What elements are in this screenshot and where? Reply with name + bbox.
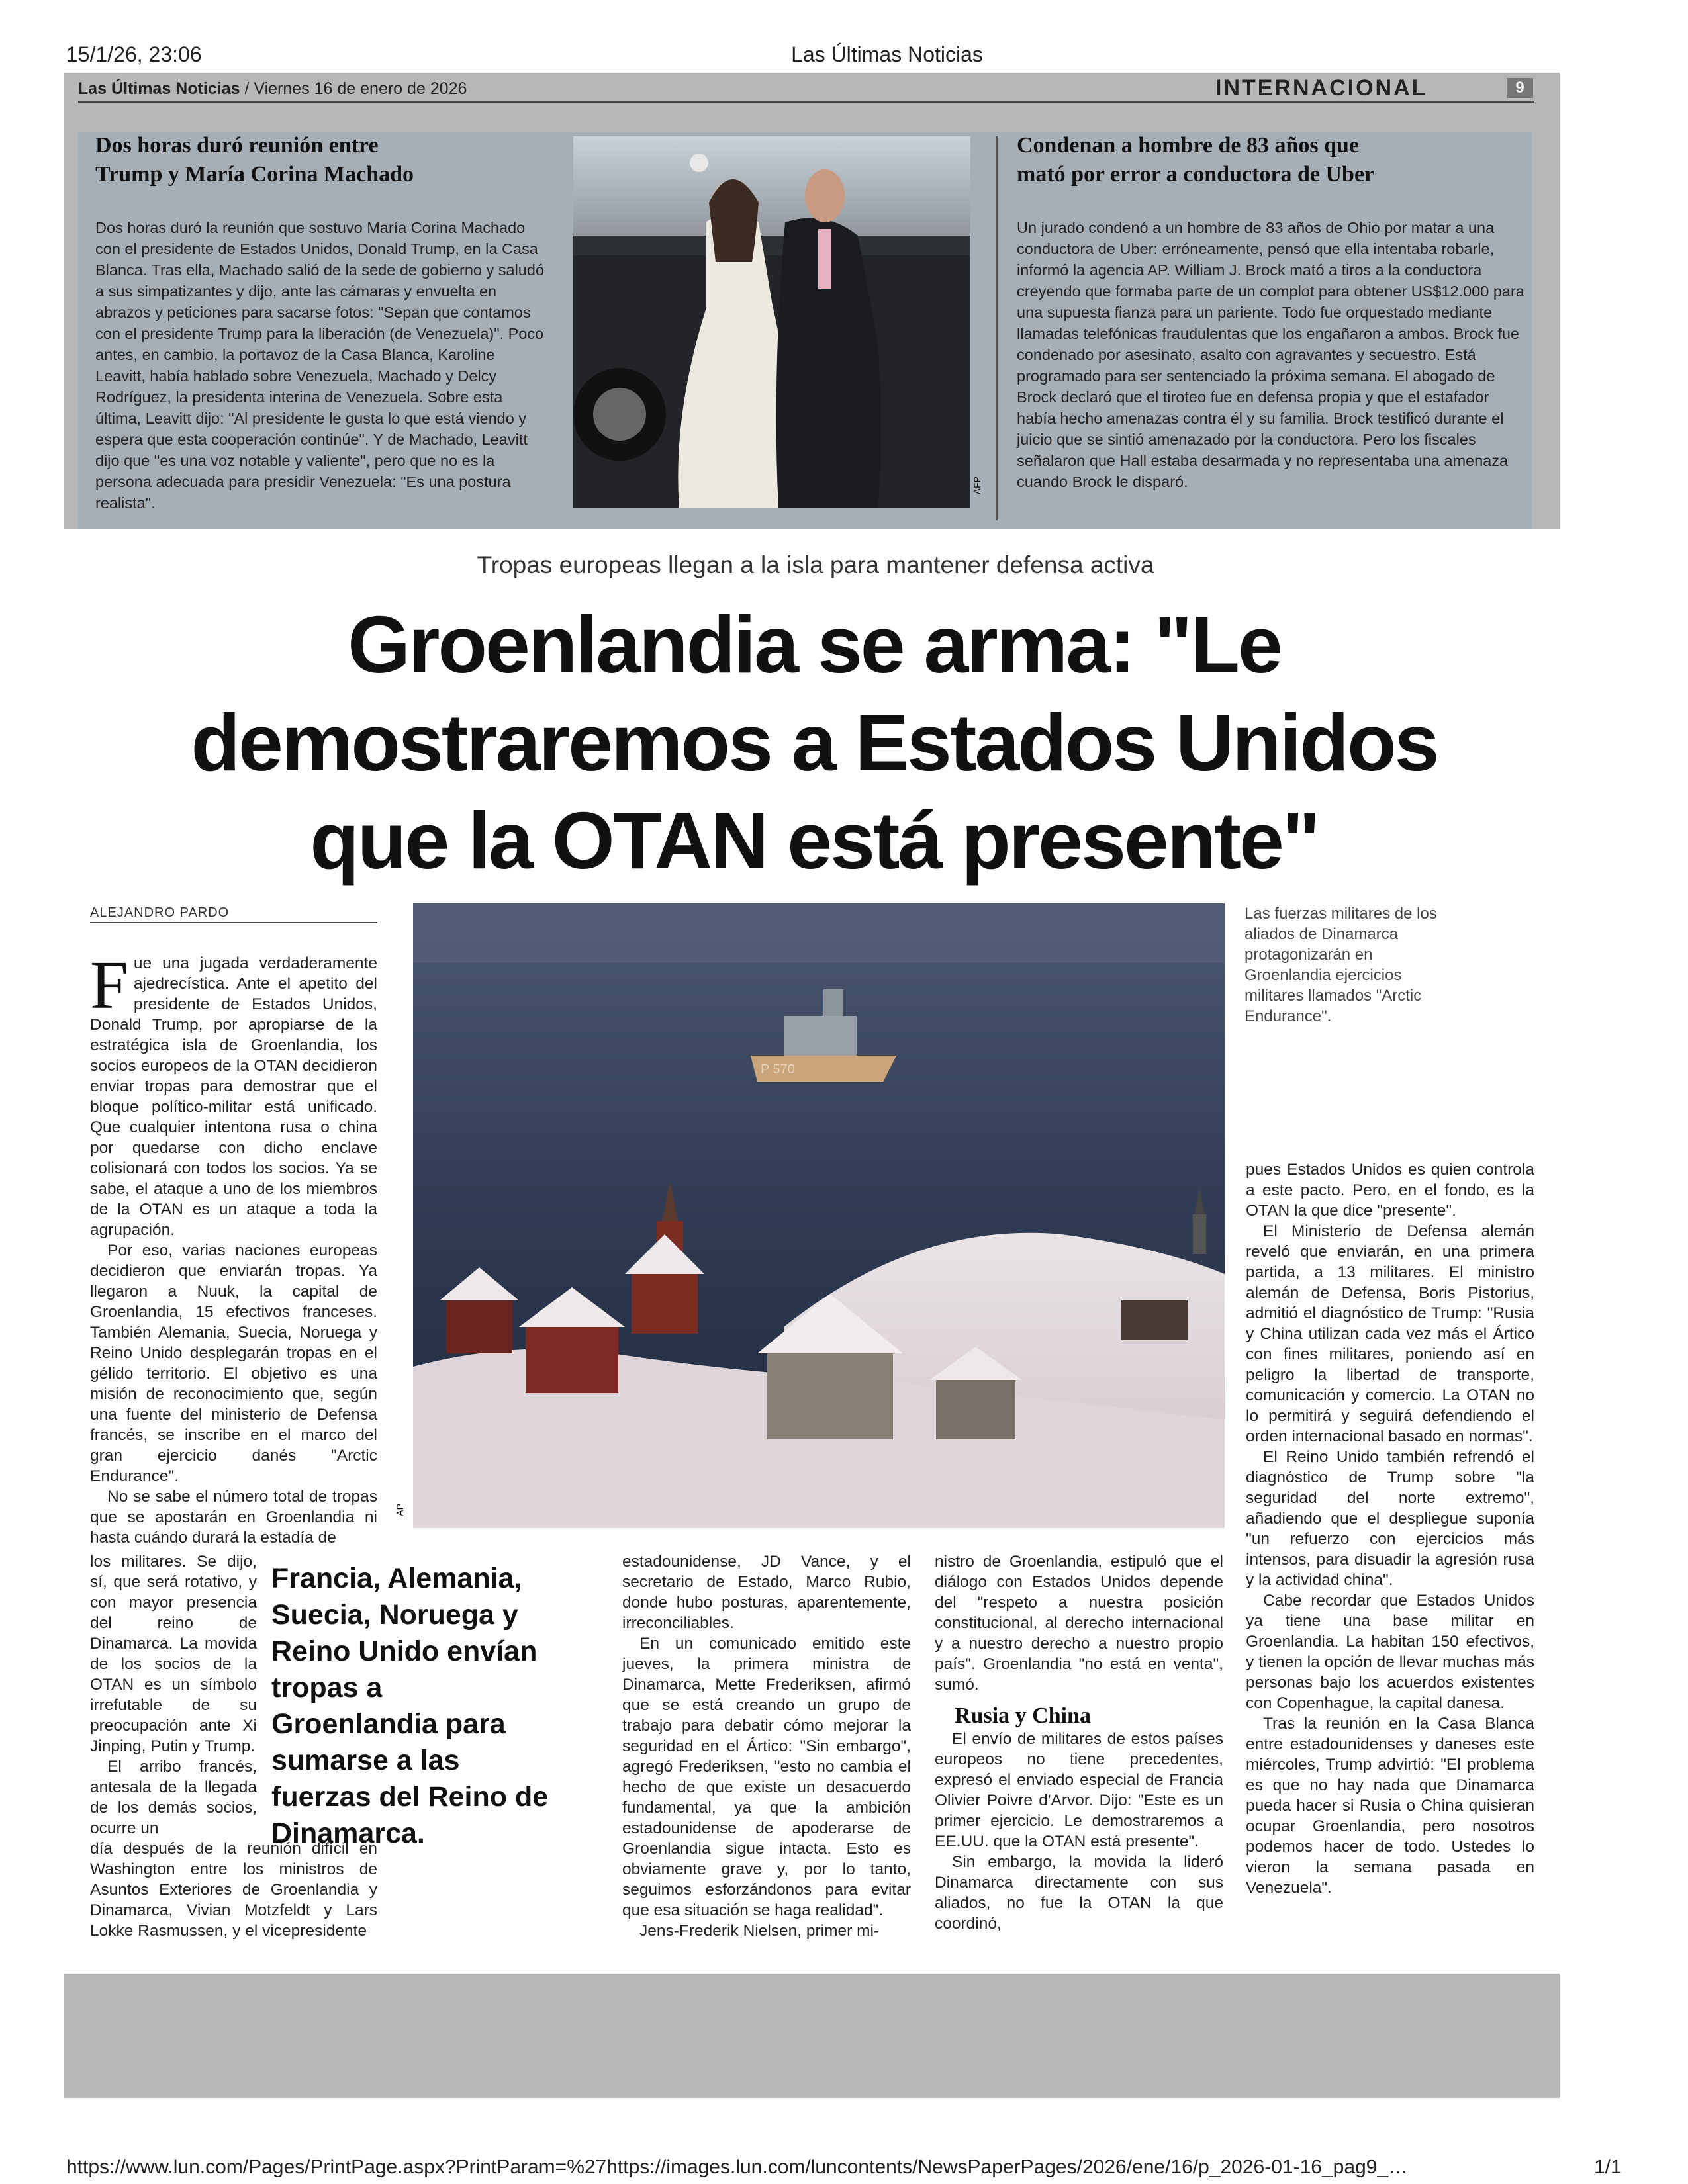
print-page-title: Las Últimas Noticias: [791, 42, 983, 66]
brief-left-headline: [95, 131, 559, 189]
article-kicker: Tropas europeas llegan a la isla para mantener defensa activa: [477, 551, 1154, 578]
masthead-date: / Viernes 16 de enero de 2026: [244, 79, 467, 98]
col1-paragraph-3b: los militares. Se dijo, sí, que será rotativo, y con mayor presencia del reino de Dinamarca. La movida de los socios de la OTAN es un símbolo irrefutable de su preocupación ante Xi Jinping, Putin y Trump.: [90, 1553, 257, 1755]
section-title: INTERNACIONAL: [1215, 75, 1428, 101]
col1-paragraph-4a: El arribo francés, antesala de la llegada de los demás socios, ocurre un: [90, 1758, 257, 1837]
photo-nuuk: [413, 903, 1225, 1528]
col2-paragraph-1: estadounidense, JD Vance, y el secretario de Estado, Marco Rubio, donde hubo posturas, aparentemente, irreconciliables.: [622, 1553, 911, 1632]
masthead-rule: [78, 101, 1534, 103]
col1-paragraph-4b: día después de la reunión difícil en Washington entre los ministros de Asuntos Exteriores de Groenlandia y Dinamarca, Vivian Motzfeldt y Lars Lokke Rasmussen, y el vicepresidente: [90, 1840, 377, 1940]
article-column-4: [1246, 1160, 1534, 1898]
article-column-1-bottom: [90, 1839, 377, 1941]
brief-right-headline-line2: mató por error a conductora de Uber: [1017, 162, 1375, 187]
col3-paragraph-1: nistro de Groenlandia, estipuló que el diálogo con Estados Unidos depende del "respeto a nuestra posición constitucional, al derecho internacional y a nuestro derecho a nuestro propio país". Groenlandia "no está en venta", sumó.: [935, 1553, 1223, 1694]
col3-paragraph-3: Sin embargo, la movida la lideró Dinamarca directamente con sus aliados, no fue la OTAN la que coordinó,: [935, 1853, 1223, 1933]
photo-caption: Las fuerzas militares de los aliados de Dinamarca protagonizarán en Groenlandia ejercicios militares llamados "Arctic Endurance".: [1244, 905, 1437, 1025]
print-url: https://www.lun.com/Pages/PrintPage.aspx?PrintParam=%27https://images.lun.com/luncontents/NewsPaperPages/2026/ene/16/p_2026-01-16_pag9_…: [66, 2156, 1409, 2178]
pull-quote: Francia, Alemania, Suecia, Noruega y Reino Unido envían tropas a Groenlandia para sumarse a las fuerzas del Reino de Dinamarca.: [271, 1563, 549, 1849]
masthead-paper-name: Las Últimas Noticias: [78, 79, 240, 98]
byline: ALEJANDRO PARDO: [90, 905, 230, 920]
brief-divider: [996, 136, 998, 520]
col4-paragraph-5: Tras la reunión en la Casa Blanca entre estadounidenses y daneses este miércoles, Trump advirtió: "El problema es que no hay nada que Dinamarca pueda hacer si Rusia o China quisieran ocupar Groenlandia, pero nosotros podemos hacer de todo. Ustedes lo vieron la semana pasada en Venezuela".: [1246, 1715, 1534, 1897]
col4-paragraph-2: El Ministerio de Defensa alemán reveló que enviarán, en una primera partida, a 13 militares. El ministro alemán de Defensa, Boris Pistorius, admitió el diagnóstico de Trump: "Rusia y China utilizan cada vez más el Ártico con fines militares, poniendo así en peligro la libertad de transporte, comunicación y comercio. La OTAN no lo permitirá y seguirá defendiendo el orden internacional basado en normas".: [1246, 1222, 1534, 1445]
photo-nuuk-illustration: [413, 903, 1225, 1528]
article-column-3: [935, 1551, 1223, 1934]
col4-paragraph-1: pues Estados Unidos es quien controla a este pacto. Pero, en el fondo, es la OTAN la que dice "presente".: [1246, 1161, 1534, 1220]
col1-paragraph-1: ue una jugada verdaderamente ajedrecística. Ante el apetito del presidente de Estados Unidos, Donald Trump, por apropiarse de la estratégica isla de Groenlandia, los socios europeos de la OTAN decidieron enviar tropas para demostrar que el bloque político-militar está unificado. Que cualquier intentona rusa o china por quedarse con dicho enclave colisionará con todos los socios. Ya se sabe, el ataque a uno de los miembros de la OTAN es un ataque a toda la agrupación.: [90, 954, 377, 1239]
byline-rule: [90, 922, 377, 923]
brief-left-headline-line1: Dos horas duró reunión entre: [95, 133, 379, 158]
article-headline-line3: que la OTAN está presente": [310, 796, 1319, 886]
col2-paragraph-3: Jens-Frederik Nielsen, primer mi-: [639, 1922, 880, 1940]
col4-paragraph-4: Cabe recordar que Estados Unidos ya tiene una base militar en Groenlandia. La habitan 150 efectivos, y tienen la opción de llevar muchas más personas bajo los acuerdos existentes con Copenhague, la capital danesa.: [1246, 1592, 1534, 1712]
col2-paragraph-2: En un comunicado emitido este jueves, la primera ministra de Dinamarca, Mette Frederiksen, afirmó que se está creando un grupo de trabajo para debatir cómo mejorar la seguridad en el Ártico: "Sin embargo", agregó Frederiksen, "esto no cambia el hecho de que existe un desacuerdo fundamental, ya que la ambición estadounidense de apoderarse de Groenlandia sigue intacta. Esto es obviamente grave y, por lo tanto, seguimos esforzándonos para evitar que esa situación se haga realidad".: [622, 1635, 911, 1919]
brief-left-headline-line2: Trump y María Corina Machado: [95, 162, 414, 187]
article-column-1: [90, 947, 377, 1548]
photo-nuuk-credit: AP: [395, 1504, 405, 1516]
photo-machado-illustration: [573, 136, 970, 508]
print-page-count: 1/1: [1594, 2156, 1622, 2178]
print-timestamp: 15/1/26, 23:06: [66, 42, 202, 66]
subhead-rusia-china: Rusia y China: [955, 1704, 1091, 1728]
page-number: 9: [1507, 78, 1533, 98]
drop-cap: F: [90, 947, 128, 1023]
brief-right-headline: [1017, 131, 1533, 189]
article-headline-line1: Groenlandia se arma: "Le: [348, 600, 1281, 690]
article-column-2: [622, 1551, 911, 1941]
brief-left-body: Dos horas duró la reunión que sostuvo María Corina Machado con el presidente de Estados Unidos, Donald Trump, en la Casa Blanca. Tras ella, Machado salió de la sede de gobierno y saludó a sus simpatizantes y dijo, ante las cámaras y envuelta en abrazos y peticiones para sacarse fotos: "Sepan que contamos con el presidente Trump para la liberación (de Venezuela)". Poco antes, en cambio, la portavoz de la Casa Blanca, Karoline Leavitt, había hablado sobre Venezuela, Machado y Delcy Rodríguez, la presidenta interina de Venezuela. Sobre esta última, Leavitt dijo: "Al presidente le gusta lo que está viendo y espera que esta cooperación continúe". Y de Machado, Leavitt dijo que "es una voz notable y valiente", pero que no es la persona adecuada para presidir Venezuela: "Es una postura realista".: [95, 219, 545, 512]
article-headline: [106, 596, 1523, 889]
masthead: [78, 79, 467, 99]
ship-hull-number: P 570: [761, 1062, 795, 1077]
article-column-1-narrow: [90, 1551, 257, 1839]
col1-paragraph-2: Por eso, varias naciones europeas decidieron que enviarán tropas. Ya llegaron a Nuuk, la capital de Groenlandia, 15 efectivos franceses. También Alemania, Suecia, Noruega y Reino Unido desplegarán tropas en el gélido territorio. El objetivo es una misión de reconocimiento que, según una fuente del ministerio de Defensa francés, se inscribe en el marco del gran ejercicio danés "Arctic Endurance".: [90, 1242, 377, 1485]
col4-paragraph-3: El Reino Unido también refrendó el diagnóstico de Trump sobre "la seguridad del norte extremo", añadiendo que el despliegue suponía "un refuerzo con ejercicios más intensos, para disuadir la agresión rusa y la actividad china".: [1246, 1448, 1534, 1589]
article-headline-line2: demostraremos a Estados Unidos: [191, 698, 1438, 788]
brief-right-body: Un jurado condenó a un hombre de 83 años de Ohio por matar a una conductora de Uber: erróneamente, pensó que ella intentaba robarle, informó la agencia AP. William J. Brock mató a tiros a la conductora creyendo que formaba parte de un complot para obtener US$12.000 para una supuesta fianza para un pariente. Todo fue orquestado mediante llamadas telefónicas fraudulentas que los engañaron a ambos. Brock fue condenado por asesinato, asalto con agravantes y secuestro. Está programado para ser sentenciado la próxima semana. El abogado de Brock declaró que el tiroteo fue en defensa propia y que el estafador había hecho amenazas contra él y su familia. Brock testificó durante el juicio que se sintió amenazado por la conductora. Pero los fiscales señalaron que Hall estaba desarmada y no representaba una amenaza cuando Brock le disparó.: [1017, 219, 1524, 490]
brief-right-headline-line1: Condenan a hombre de 83 años que: [1017, 133, 1360, 158]
photo-machado-credit: AFP: [972, 477, 982, 495]
col1-paragraph-3a: No se sabe el número total de tropas que se apostarán en Groenlandia ni hasta cuándo durará la estadía de: [90, 1488, 377, 1547]
photo-machado: [573, 136, 970, 508]
col3-paragraph-2: El envío de militares de estos países europeos no tiene precedentes, expresó el enviado especial de Francia Olivier Poivre d'Arvor. Dijo: "Este es un primer ejercicio. Le demostraremos a EE.UU. que la OTAN está presente".: [935, 1730, 1223, 1850]
